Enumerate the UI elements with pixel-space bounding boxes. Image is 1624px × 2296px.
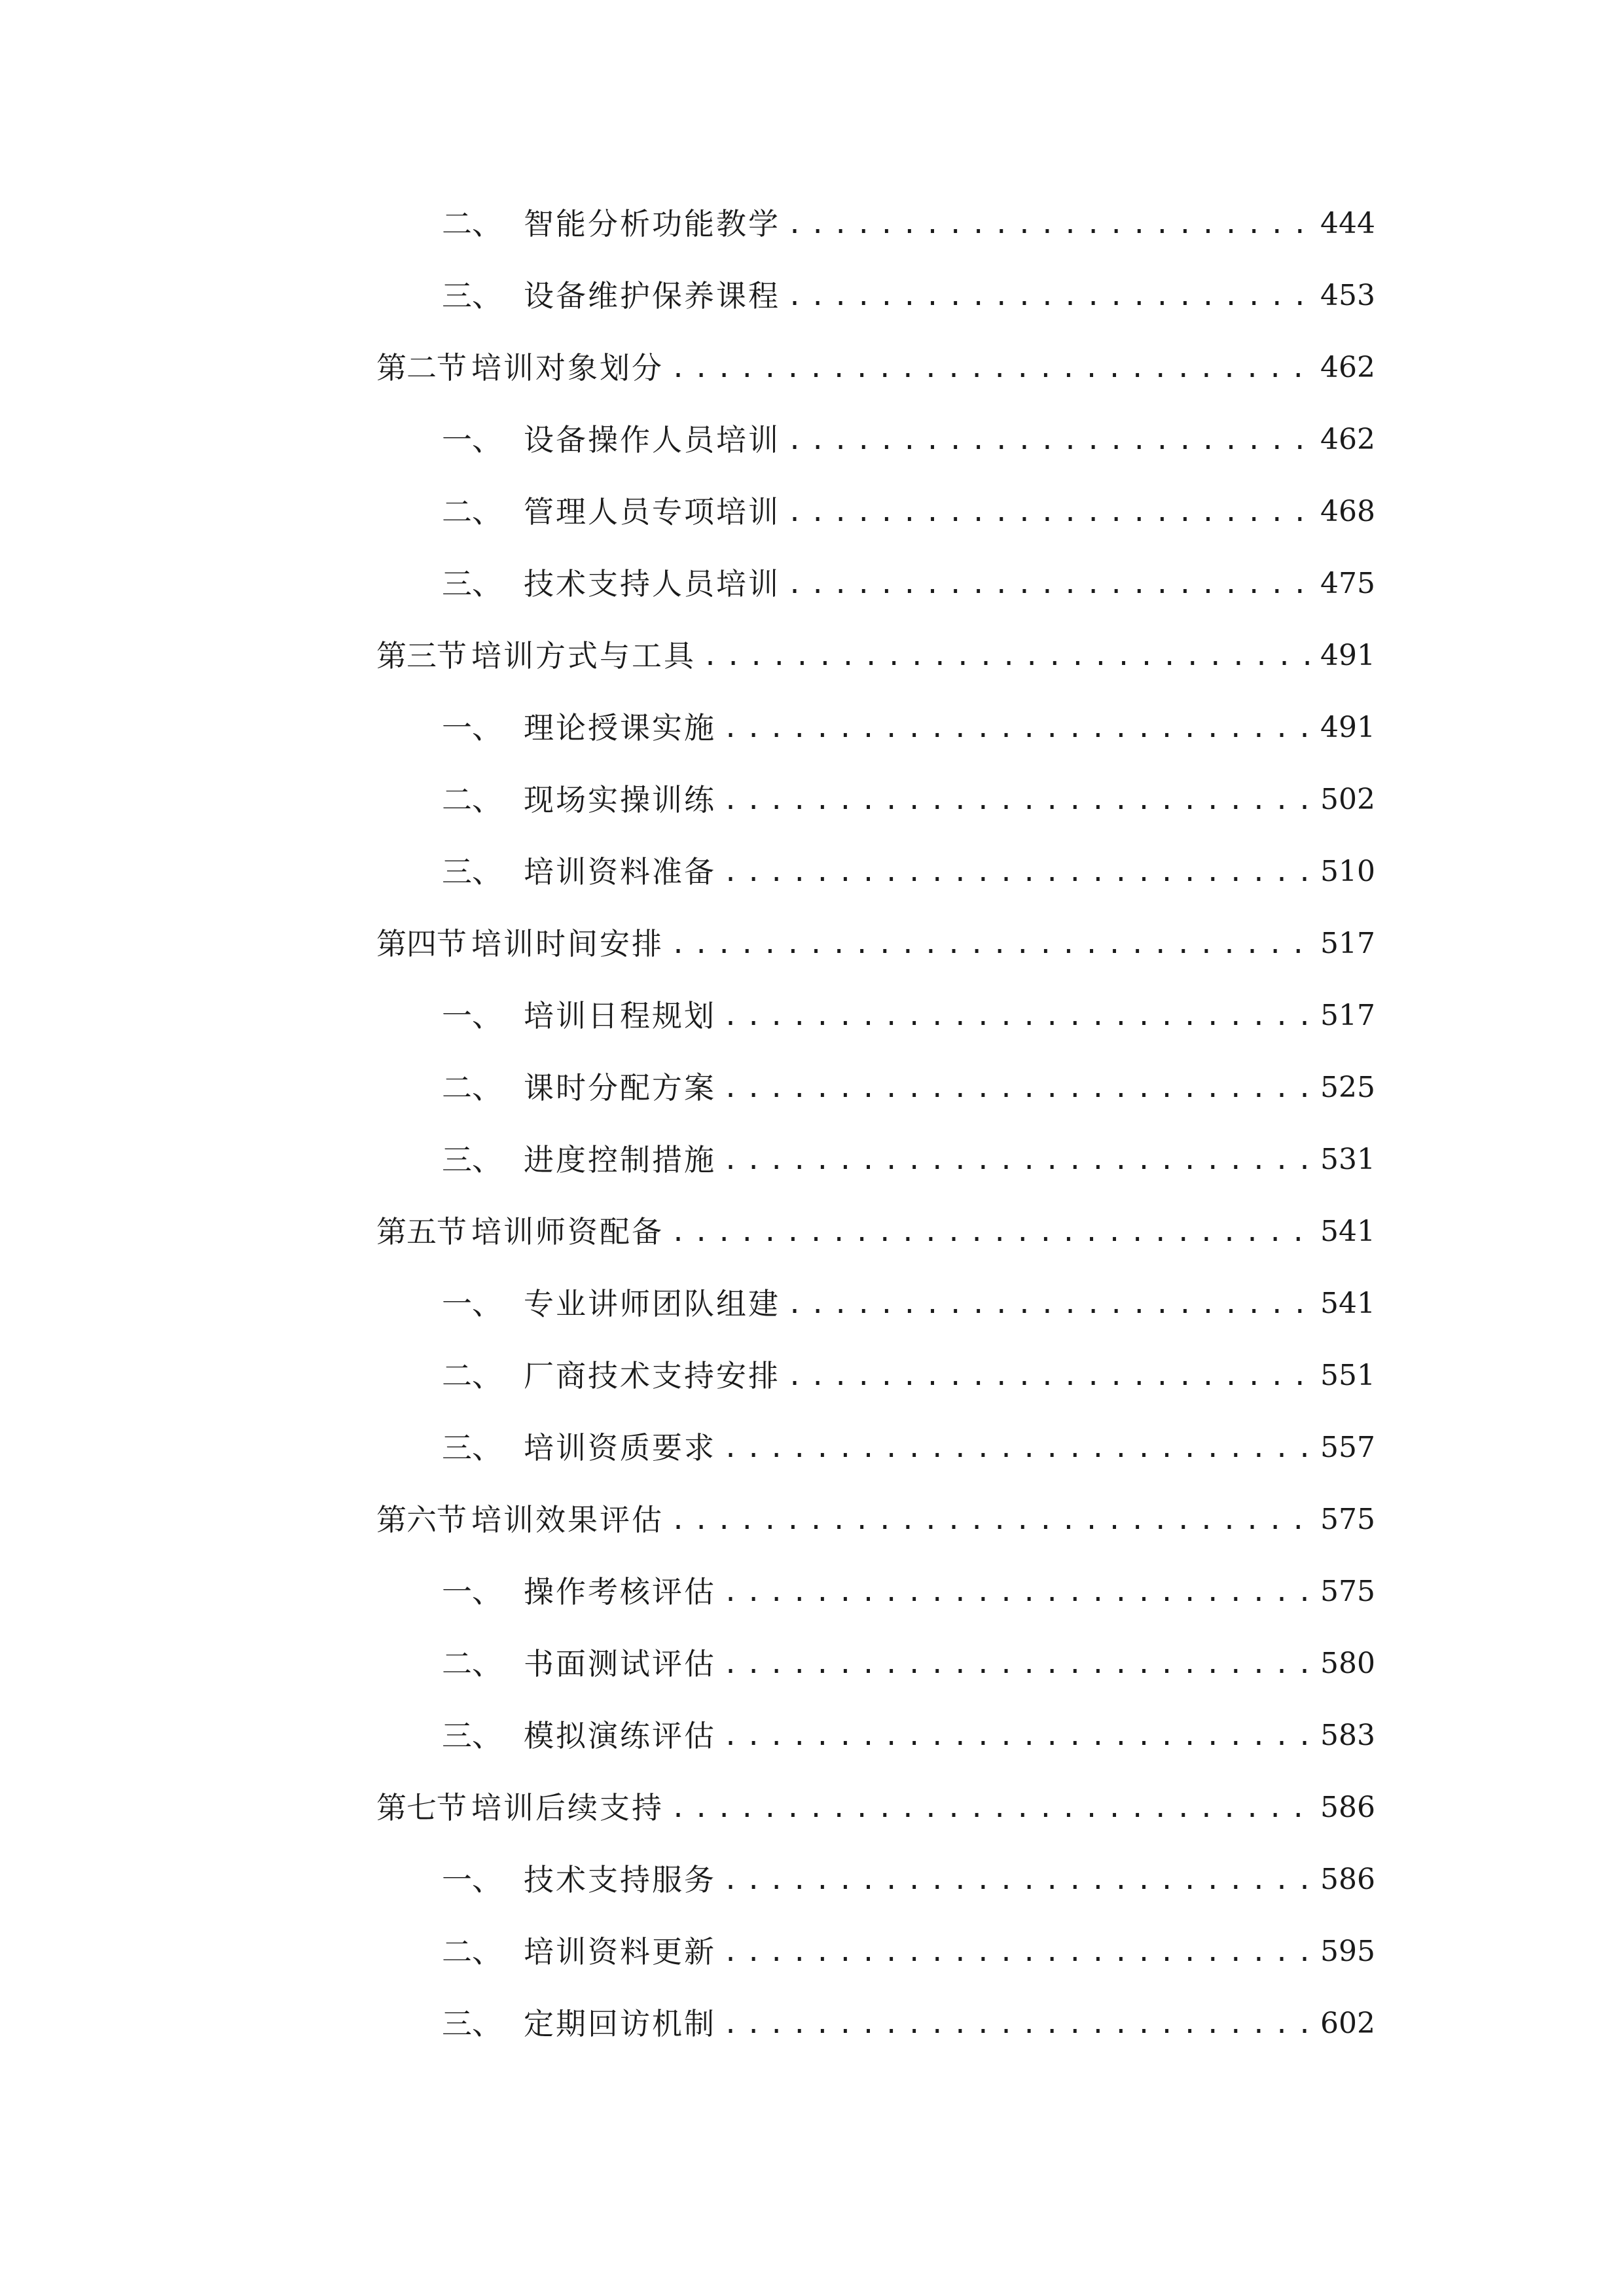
toc-entry-page: 462 — [1320, 351, 1375, 384]
dot-leader — [787, 1361, 1311, 1391]
toc-entry[interactable] — [376, 404, 1373, 476]
toc-entry[interactable] — [376, 1844, 1373, 1916]
toc-entry-number: 三、 — [442, 1430, 502, 1465]
toc-entry[interactable] — [376, 980, 1373, 1052]
toc-entry-page: 602 — [1320, 2007, 1375, 2040]
toc-entry-page: 462 — [1320, 423, 1375, 456]
toc-section-heading[interactable] — [376, 1772, 1373, 1844]
dot-leader — [670, 353, 1311, 383]
toc-entry-number: 第五节 — [376, 1214, 467, 1249]
dot-leader — [670, 929, 1311, 959]
dot-leader — [723, 1577, 1311, 1607]
toc-entry-number: 一、 — [442, 1862, 502, 1897]
dot-leader — [723, 1649, 1311, 1679]
toc-entry-page: 531 — [1320, 1143, 1375, 1176]
dot-leader — [723, 1433, 1311, 1463]
toc-entry-number: 二、 — [442, 1646, 502, 1681]
toc-entry-page: 586 — [1320, 1791, 1375, 1824]
toc-entry-number: 一、 — [442, 998, 502, 1033]
dot-leader — [723, 713, 1311, 743]
toc-section-heading[interactable] — [376, 332, 1373, 404]
toc-entry-page: 595 — [1320, 1935, 1375, 1968]
dot-leader — [723, 1865, 1311, 1895]
dot-leader — [723, 2009, 1311, 2039]
toc-entry-page: 557 — [1320, 1431, 1375, 1464]
toc-entry-title: 理论授课实施 — [524, 710, 716, 745]
toc-entry-number: 第六节 — [376, 1502, 467, 1537]
dot-leader — [723, 1145, 1311, 1175]
toc-entry-title: 管理人员专项培训 — [524, 494, 780, 529]
toc-entry-page: 468 — [1320, 495, 1375, 528]
toc-entry-title: 培训对象划分 — [471, 350, 664, 386]
toc-entry-number: 第七节 — [376, 1790, 467, 1825]
toc-entry-number: 三、 — [442, 854, 502, 889]
toc-entry-page: 575 — [1320, 1575, 1375, 1608]
toc-entry-number: 一、 — [442, 1286, 502, 1321]
toc-entry-page: 510 — [1320, 855, 1375, 888]
toc-entry-title: 培训效果评估 — [471, 1502, 664, 1537]
toc-entry-title: 专业讲师团队组建 — [524, 1286, 780, 1321]
toc-entry-page: 541 — [1320, 1287, 1375, 1320]
toc-entry-title: 进度控制措施 — [524, 1142, 716, 1177]
toc-entry[interactable] — [376, 692, 1373, 764]
toc-entry[interactable] — [376, 1628, 1373, 1700]
toc-entry-title: 培训方式与工具 — [471, 638, 696, 673]
dot-leader — [670, 1217, 1311, 1247]
toc-entry-page: 502 — [1320, 783, 1375, 816]
toc-entry[interactable] — [376, 548, 1373, 620]
dot-leader — [723, 857, 1311, 887]
toc-entry-page: 444 — [1320, 207, 1375, 240]
dot-leader — [670, 1793, 1311, 1823]
toc-entry[interactable] — [376, 188, 1373, 260]
toc-entry-title: 培训时间安排 — [471, 926, 664, 961]
toc-entry-number: 三、 — [442, 1718, 502, 1753]
toc-entry-title: 培训资料更新 — [524, 1934, 716, 1969]
toc-entry[interactable] — [376, 1052, 1373, 1124]
toc-entry-page: 525 — [1320, 1071, 1375, 1104]
toc-entry-number: 三、 — [442, 2006, 502, 2041]
toc-entry[interactable] — [376, 1268, 1373, 1340]
toc-entry-title: 模拟演练评估 — [524, 1718, 716, 1753]
toc-entry-number: 一、 — [442, 422, 502, 457]
toc-entry-title: 设备操作人员培训 — [524, 422, 780, 457]
toc-entry-page: 475 — [1320, 567, 1375, 600]
toc-entry-title: 智能分析功能教学 — [524, 206, 780, 242]
dot-leader — [723, 1721, 1311, 1751]
toc-entry-page: 517 — [1320, 999, 1375, 1032]
toc-entry[interactable] — [376, 1412, 1373, 1484]
toc-section-heading[interactable] — [376, 1196, 1373, 1268]
toc-entry-page: 517 — [1320, 927, 1375, 960]
toc-entry-title: 定期回访机制 — [524, 2006, 716, 2041]
toc-entry-title: 培训师资配备 — [471, 1214, 664, 1249]
toc-entry[interactable] — [376, 476, 1373, 548]
toc-entry[interactable] — [376, 1556, 1373, 1628]
toc-entry-title: 培训后续支持 — [471, 1790, 664, 1825]
toc-entry[interactable] — [376, 764, 1373, 836]
toc-entry-title: 培训日程规划 — [524, 998, 716, 1033]
toc-entry[interactable] — [376, 260, 1373, 332]
toc-entry-number: 二、 — [442, 494, 502, 529]
toc-entry-number: 二、 — [442, 782, 502, 817]
toc-section-heading[interactable] — [376, 908, 1373, 980]
toc-entry-title: 技术支持人员培训 — [524, 566, 780, 601]
toc-entry-title: 厂商技术支持安排 — [524, 1358, 780, 1393]
dot-leader — [787, 1289, 1311, 1319]
dot-leader — [787, 569, 1311, 599]
dot-leader — [723, 1937, 1311, 1967]
toc-entry[interactable] — [376, 1700, 1373, 1772]
toc-entry-number: 第三节 — [376, 638, 467, 673]
toc-entry-number: 三、 — [442, 1142, 502, 1177]
toc-entry[interactable] — [376, 836, 1373, 908]
dot-leader — [787, 209, 1311, 239]
dot-leader — [723, 1073, 1311, 1103]
toc-entry-number: 二、 — [442, 1070, 502, 1105]
toc-section-heading[interactable] — [376, 1484, 1373, 1556]
toc-entry-number: 第四节 — [376, 926, 467, 961]
toc-entry[interactable] — [376, 1124, 1373, 1196]
toc-entry-title: 书面测试评估 — [524, 1646, 716, 1681]
toc-entry-page: 551 — [1320, 1359, 1375, 1392]
toc-entry-page: 491 — [1320, 711, 1375, 744]
toc-entry-number: 一、 — [442, 710, 502, 745]
table-of-contents — [376, 188, 1373, 2060]
toc-entry-page: 491 — [1320, 639, 1375, 672]
toc-entry-page: 453 — [1320, 279, 1375, 312]
toc-entry-number: 二、 — [442, 206, 502, 242]
toc-entry-page: 586 — [1320, 1863, 1375, 1896]
toc-entry-title: 现场实操训练 — [524, 782, 716, 817]
dot-leader — [723, 1001, 1311, 1031]
toc-entry-page: 583 — [1320, 1719, 1375, 1752]
toc-entry-number: 三、 — [442, 278, 502, 314]
dot-leader — [723, 785, 1311, 815]
toc-entry-number: 一、 — [442, 1574, 502, 1609]
toc-entry-title: 操作考核评估 — [524, 1574, 716, 1609]
toc-entry-number: 二、 — [442, 1358, 502, 1393]
toc-entry-title: 技术支持服务 — [524, 1862, 716, 1897]
toc-entry-number: 二、 — [442, 1934, 502, 1969]
dot-leader — [702, 641, 1311, 671]
dot-leader — [787, 281, 1311, 311]
dot-leader — [787, 425, 1311, 455]
toc-entry-page: 575 — [1320, 1503, 1375, 1536]
toc-entry[interactable] — [376, 1988, 1373, 2060]
dot-leader — [670, 1505, 1311, 1535]
toc-entry-number: 第二节 — [376, 350, 467, 386]
toc-section-heading[interactable] — [376, 620, 1373, 692]
toc-entry-title: 设备维护保养课程 — [524, 278, 780, 314]
toc-entry[interactable] — [376, 1340, 1373, 1412]
toc-entry-page: 541 — [1320, 1215, 1375, 1248]
toc-entry-page: 580 — [1320, 1647, 1375, 1680]
dot-leader — [787, 497, 1311, 527]
toc-entry-title: 培训资质要求 — [524, 1430, 716, 1465]
toc-entry-title: 培训资料准备 — [524, 854, 716, 889]
toc-entry[interactable] — [376, 1916, 1373, 1988]
toc-entry-number: 三、 — [442, 566, 502, 601]
toc-entry-title: 课时分配方案 — [524, 1070, 716, 1105]
